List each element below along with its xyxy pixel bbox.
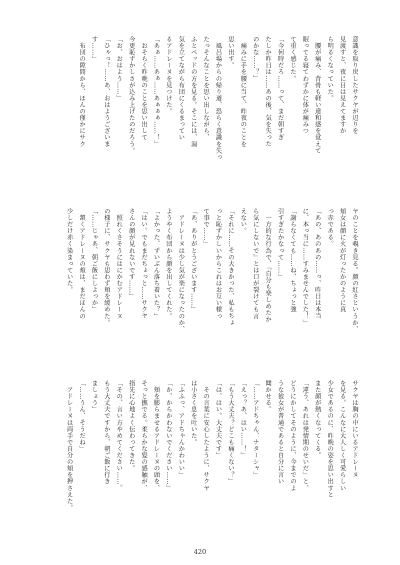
text-tier-top: 意識を取り戻したサクヤが辺りを 見渡すと、夜に目は見えてますか ら明るくなっていた。 腰が痛み、背骨も軽い違和感を覚えて 眠ってる寝てわずかに体が痛みつ て重く感じた。 「今何時だろ……って、まだ朝すぎ たしか昨日は……あの後、気を失った のかな……？」 痛みに手を腰に当て、昨夜のことを 思い出す。 風呂場からの帰り道、恐らく意識を失っ たっそんなことを思い出しながら、 ふとベッドの方を見る。そこには、湯 気を立てながら布団にくるまってい るアドレーヌを見つけた。 「あぁ……あぁ……あぁぁぁ……！」 おそらく昨晩のことを思い出して 今更恥ずかしさが込み上げたのだろう。 「お、おはよう……」 「ひゃっ！……あ、おはようございま す……」 布団の隙間から、ほんの僅かにサク <box>78 36 358 161</box>
text-tier-middle: ヤのことを覗き見る。顔の紅さというか、 頬女は顔に火が灯ったかのように真 っ赤である。 「あの、あのあの……っ、昨日は本当 に、本っ当に……すみませんでした！」 「謝らなくても……ね、ちょっと強 引すぎたかなって……」 一方的な行為で、『自分も楽しめたか ら気にしないで』とは口が裂けても言 えない。 「それに……その大きかった、私もちょ っと恥ずかしいからこれはお互い様っ て事で……」 「あ、ありがとうございます……」 アドレーヌは少し気が楽になったのか、 ようやく布団から顔を出してくれた。 「よかった、ずいぶん落ち着いた？」 「はい。でもまだちょっと……サクヤ さんの顔が見れないです……」 照れくさそうにはにかむアドレーヌ の様子に、サクヤも思わず頬を緩めた。 「……じゃあ、朝ご飯にしよっか」 頷くアドレーヌの頬は、まだほんの 少しだけ赤く染まっていた。 <box>65 208 358 333</box>
text-tier-bottom: サクヤは胸の中にいるアドレーヌ を見る。こんなに大人しく可愛らしい 少女であるのに、昨晩の姿を思い出すと また顔が熱くなってくる。 「違う、あれは発情期のせいだ」と、 どうにかしてそのように、今までのよ うな彼女が普通であると自分に言い 聞かせる。 「……アドちゃん、ナターシャ」 「えっ？あ、はい……！」 「もう大丈夫？どこも痛くない？」 「は、はい。大丈夫です」 その言葉に安心したように、サクヤ は小さく息を吐いた。 「ふふっ、アドちゃんかわいい」 「か、からかわないでください……」 頬を膨らませるアドレーヌの頭を、 そっと撫でる。柔らかな髪の感触が、 指先に心地よく伝わってきた。 「その、言い方やめてください……。 もう大丈夫ですから、朝ご飯に行き ましょう」 「……うん、そうだね」 アドレーヌは両手で自分の頬を押さえた。 <box>65 380 358 511</box>
page-number: 420 <box>193 548 207 556</box>
